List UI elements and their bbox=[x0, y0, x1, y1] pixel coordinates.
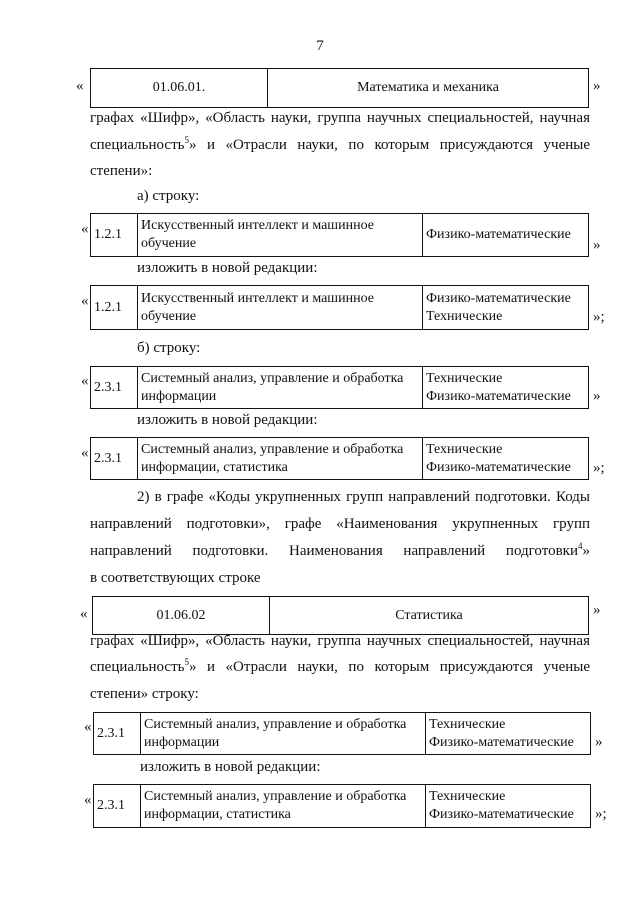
row-c-old bbox=[93, 712, 591, 755]
row-branch-line: Технические bbox=[426, 441, 503, 457]
row-name-line: Системный анализ, управление и обработка bbox=[141, 441, 404, 457]
para-2-text-a: направлений подготовки. Наименования направлений подготовки bbox=[90, 543, 578, 559]
footnote-ref: 5 bbox=[184, 135, 189, 145]
row-name-line: обучение bbox=[141, 236, 197, 251]
quote-open: « bbox=[81, 445, 89, 461]
row-code: 2.3.1 bbox=[91, 438, 138, 480]
para-3-text-b: » и «Отрасли науки, по которым присуждаются ученые bbox=[188, 659, 590, 675]
quote-close: » bbox=[593, 78, 601, 94]
label-a: а) строку: bbox=[137, 188, 200, 204]
row-a-old bbox=[90, 213, 589, 257]
row-branch-line: Физико-математические bbox=[426, 290, 571, 306]
row-a-new bbox=[90, 285, 589, 330]
row-name-line: Системный анализ, управление и обработка bbox=[144, 789, 407, 804]
footnote-ref: 5 bbox=[184, 657, 189, 667]
row-branch-line: Технические bbox=[429, 716, 506, 732]
para-2-text-b: » bbox=[582, 543, 590, 559]
row-branch-line: Физико-математические bbox=[426, 459, 571, 475]
row-code: 2.3.1 bbox=[94, 713, 141, 755]
row-name-line: информации, статистика bbox=[141, 459, 288, 475]
row-branch bbox=[423, 438, 589, 480]
quote-open: « bbox=[84, 719, 92, 735]
quote-close: » bbox=[595, 734, 603, 750]
row-name bbox=[141, 785, 426, 828]
row-name-line: Системный анализ, управление и обработка bbox=[141, 370, 404, 386]
row-name-line: Искусственный интеллект и машинное bbox=[141, 290, 374, 306]
quote-open: « bbox=[81, 221, 89, 237]
row-name-line: Искусственный интеллект и машинное bbox=[141, 218, 374, 233]
footnote-ref: 4 bbox=[578, 541, 583, 551]
header-name-2: Статистика bbox=[270, 597, 589, 635]
row-branch bbox=[423, 286, 589, 330]
row-branch bbox=[426, 713, 591, 755]
row-name bbox=[138, 438, 423, 480]
row-branch-line: Технические bbox=[426, 308, 503, 324]
row-code: 1.2.1 bbox=[91, 286, 138, 330]
para-2-line-4: в соответствующих строке bbox=[90, 570, 261, 586]
label-new-3: изложить в новой редакции: bbox=[140, 759, 321, 775]
row-name bbox=[138, 367, 423, 409]
row-branch bbox=[426, 785, 591, 828]
row-branch-line: Технические bbox=[429, 789, 506, 804]
para-3-line-1: графах «Шифр», «Область науки, группа научных специальностей, научная bbox=[90, 633, 590, 649]
quote-close: » bbox=[593, 388, 601, 404]
quote-open: « bbox=[80, 606, 88, 622]
para-3-text-a: специальность bbox=[90, 659, 185, 675]
para-3-line-3: степени» строку: bbox=[90, 686, 199, 702]
quote-open: « bbox=[81, 293, 89, 309]
row-branch bbox=[423, 214, 589, 257]
row-name-line: информации bbox=[144, 734, 220, 750]
quote-close-semicolon: »; bbox=[595, 806, 607, 822]
row-name-line: Системный анализ, управление и обработка bbox=[144, 716, 407, 732]
row-code: 1.2.1 bbox=[91, 214, 138, 257]
row-branch-line: Физико-математические bbox=[426, 388, 571, 404]
header-code-1: 01.06.01. bbox=[91, 69, 268, 108]
row-name bbox=[141, 713, 426, 755]
row-code: 2.3.1 bbox=[91, 367, 138, 409]
para-1-text-a: специальность bbox=[90, 137, 185, 153]
para-3-line-2 bbox=[90, 659, 590, 676]
quote-open: « bbox=[81, 373, 89, 389]
para-2-line-1: 2) в графе «Коды укрупненных групп направлений подготовки. Коды bbox=[137, 489, 590, 505]
row-branch-line: Технические bbox=[426, 370, 503, 386]
page-number: 7 bbox=[316, 38, 324, 54]
row-branch-line: Физико-математические bbox=[426, 227, 571, 242]
row-name bbox=[138, 214, 423, 257]
para-1-line-1: графах «Шифр», «Область науки, группа научных специальностей, научная bbox=[90, 110, 590, 126]
row-name-line: информации bbox=[141, 388, 217, 404]
para-1-text-b: » и «Отрасли науки, по которым присуждаются ученые bbox=[188, 137, 590, 153]
para-1-line-3: степени»: bbox=[90, 163, 153, 179]
para-2-line-3 bbox=[90, 543, 590, 560]
quote-close-semicolon: »; bbox=[593, 309, 605, 325]
quote-open: « bbox=[84, 792, 92, 808]
quote-close-semicolon: »; bbox=[593, 460, 605, 476]
row-name-line: обучение bbox=[141, 308, 197, 324]
row-b-new bbox=[90, 437, 589, 480]
row-branch-line: Физико-математические bbox=[429, 807, 574, 822]
row-branch bbox=[423, 367, 589, 409]
label-new-1: изложить в новой редакции: bbox=[137, 260, 318, 276]
row-b-old bbox=[90, 366, 589, 409]
header-table-1 bbox=[90, 68, 589, 108]
para-1-line-2 bbox=[90, 137, 590, 154]
para-2-line-2: направлений подготовки», графе «Наименования укрупненных групп bbox=[90, 516, 590, 532]
header-code-2: 01.06.02 bbox=[93, 597, 270, 635]
header-name-1: Математика и механика bbox=[268, 69, 589, 108]
quote-close: » bbox=[593, 602, 601, 618]
label-b: б) строку: bbox=[137, 340, 201, 356]
row-branch-line: Физико-математические bbox=[429, 734, 574, 750]
row-c-new bbox=[93, 784, 591, 828]
label-new-2: изложить в новой редакции: bbox=[137, 412, 318, 428]
quote-close: » bbox=[593, 237, 601, 253]
row-code: 2.3.1 bbox=[94, 785, 141, 828]
header-table-2 bbox=[92, 596, 589, 635]
row-name-line: информации, статистика bbox=[144, 807, 291, 822]
row-name bbox=[138, 286, 423, 330]
quote-open: « bbox=[76, 78, 84, 94]
